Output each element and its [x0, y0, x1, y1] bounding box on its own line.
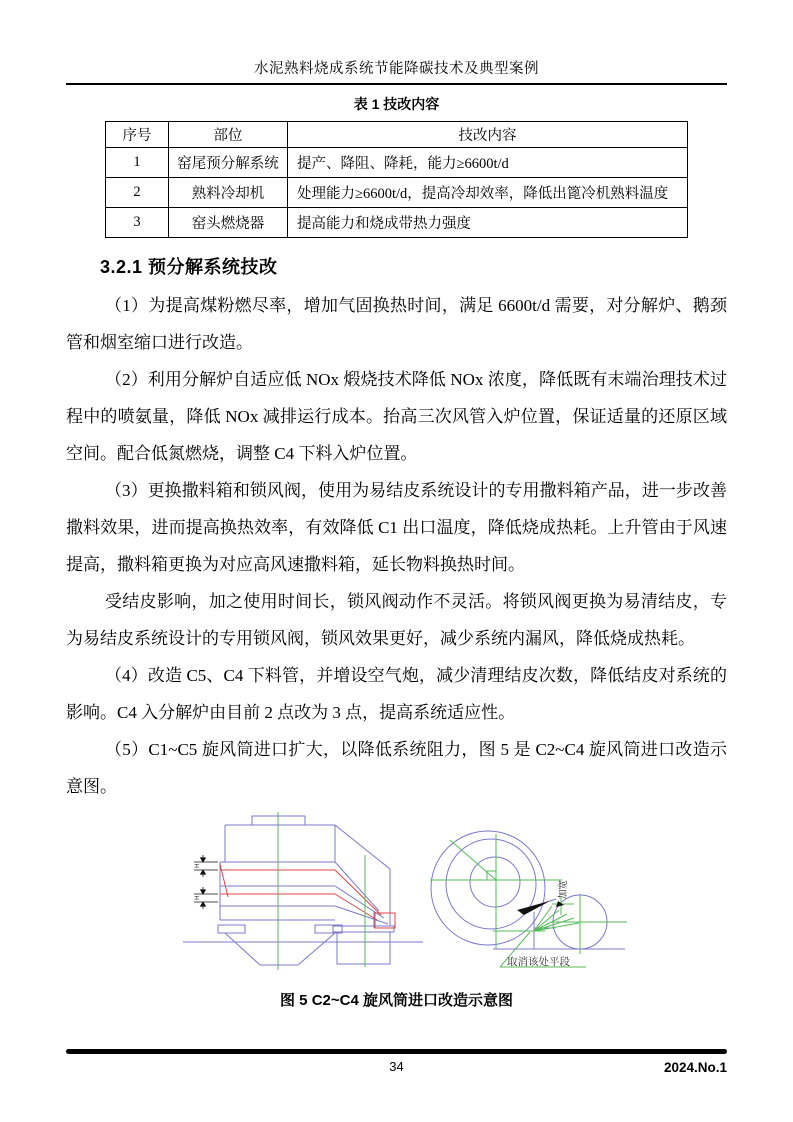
paragraph: 受结皮影响，加之使用时间长，锁风阀动作不灵活。将锁风阀更换为易清结皮，专为易结皮系统设计的专用锁风阀，锁风效果更好，减少系统内漏风，降低烧成热耗。 [66, 592, 727, 648]
cell-index: 3 [106, 208, 169, 238]
footer-rule [66, 1049, 727, 1054]
paragraph: （2）利用分解炉自适应低 NOx 煅烧技术降低 NOx 浓度，降低既有末端治理技术过程中的喷氨量，降低 NOx 减排运行成本。抬高三次风管入炉位置，保证适量的还原区域空间。配合低氮燃烧，调整 C4 下料入炉位置。 [66, 370, 727, 463]
modified-inlet-lines [220, 864, 395, 928]
cell-index: 2 [106, 178, 169, 208]
centerlines-side-view [278, 812, 365, 970]
paragraph: （4）改造 C5、C4 下料管，并增设空气炮，减少清理结皮次数，降低结皮对系统的影响。C4 入分解炉由目前 2 点改为 3 点，提高系统适应性。 [66, 666, 727, 722]
cell-part: 窑头燃烧器 [169, 208, 288, 238]
cyclone-side-view [183, 816, 423, 965]
running-head-title: 水泥熟料烧成系统节能降碳技术及典型案例 [254, 61, 539, 77]
page-footer [66, 1049, 727, 1074]
table-row [106, 208, 688, 238]
table-header-row [106, 122, 688, 148]
cell-part: 窑尾预分解系统 [169, 148, 288, 178]
section-heading: 3.2.1 预分解系统技改 [100, 257, 278, 277]
modification-table [105, 121, 688, 238]
paragraph: （1）为提高煤粉燃尽率，增加气固换热时间，满足 6600t/d 需要，对分解炉、鹅颈管和烟室缩口进行改造。 [66, 296, 727, 352]
col-header-part: 部位 [169, 122, 288, 148]
dim-label: H [194, 863, 201, 868]
issue-label: 2024.No.1 [663, 1059, 727, 1075]
cell-content: 提产、降阻、降耗，能力≥6600t/d [288, 148, 688, 178]
cell-content: 处理能力≥6600t/d，提高冷却效率，降低出篦冷机熟料温度 [288, 178, 688, 208]
paragraph: （3）更换撒料箱和锁风阀，使用为易结皮系统设计的专用撒料箱产品，进一步改善撒料效果，进而提高换热效率，有效降低 C1 出口温度，降低烧成热耗。上升管由于风速提高，撒料箱更换为对应高风速撒料箱，延长物料换热时间。 [66, 481, 727, 574]
cell-content: 提高能力和烧成带热力强度 [288, 208, 688, 238]
cell-index: 1 [106, 148, 169, 178]
dim-label: H [194, 895, 201, 900]
col-header-content: 技改内容 [288, 122, 688, 148]
page-number: 34 [389, 1058, 404, 1074]
cell-part: 熟料冷却机 [169, 178, 288, 208]
centerlines-top-view [430, 834, 627, 967]
paragraph: （5）C1~C5 旋风筒进口扩大，以降低系统阻力，图 5 是 C2~C4 旋风筒进口改造示意图。 [66, 740, 727, 796]
table-row [106, 148, 688, 178]
figure-caption: 图 5 C2~C4 旋风筒进口改造示意图 [280, 992, 513, 1009]
table-row [106, 178, 688, 208]
widen-annotation: 加宽 [558, 879, 569, 899]
figure-5 [178, 807, 648, 1010]
header-rule [66, 83, 727, 85]
cancel-flat-annotation: 取消该处平段 [507, 956, 570, 968]
col-header-index: 序号 [106, 122, 169, 148]
cyclone-inlet-diagram [178, 807, 648, 983]
table-caption: 表 1 技改内容 [353, 96, 440, 112]
dimension-marks [194, 855, 218, 909]
